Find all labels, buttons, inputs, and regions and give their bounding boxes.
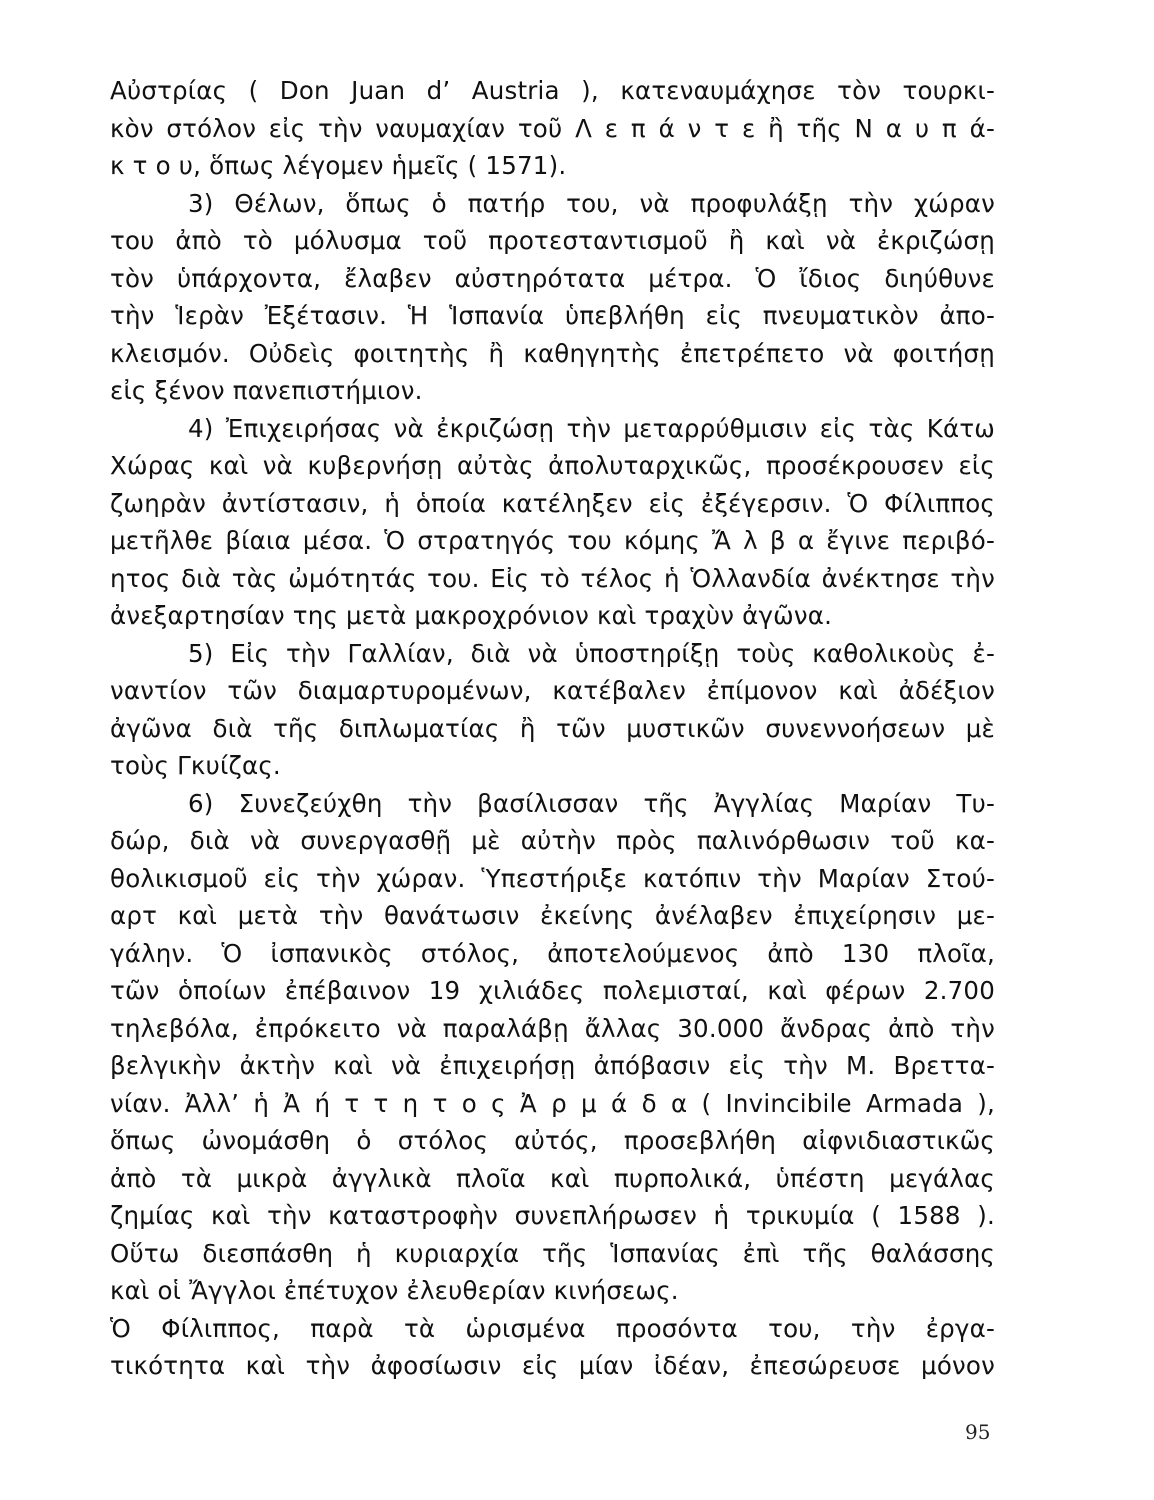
text-line: νίαν. Ἀλλ’ ἡ Ἀ ή τ τ η τ ο ς Ἀ ρ μ ά δ α ( Invincibile Armada ), <box>110 1088 995 1118</box>
text-line: ναντίον τῶν διαμαρτυρομένων, κατέβαλεν ἐπίμονον καὶ ἀδέξιον <box>110 676 995 705</box>
text-line: γάλην. Ὁ ἰσπανικὸς στόλος, ἀποτελούμενος ἀπὸ 130 πλοῖα, <box>110 938 995 968</box>
page-number: 95 <box>965 1420 991 1444</box>
text-line: τοὺς Γκυίζας. <box>110 751 281 780</box>
text-line: τὸν ὑπάρχοντα, ἔλαβεν αὐστηρότατα μέτρα. Ὁ ἴδιος διηύθυνε <box>110 263 995 293</box>
text-line: θολικισμοῦ εἰς τὴν χώραν. Ὑπεστήριξε κατόπιν τὴν Μαρίαν Στού- <box>110 863 995 893</box>
text-line: ἀγῶνα διὰ τῆς διπλωματίας ἢ τῶν μυστικῶν συνεννοήσεων μὲ <box>110 713 995 743</box>
paragraph-6-start: 6) Συνεζεύχθη τὴν βασίλισσαν τῆς Ἀγγλίας Μαρίαν Τυ- <box>188 788 995 818</box>
text-line: ὅπως ὠνομάσθη ὁ στόλος αὐτός, προσεβλήθη αἰφνιδιαστικῶς <box>110 1126 995 1155</box>
body-text <box>110 72 995 1385</box>
text-line: αρτ καὶ μετὰ τὴν θανάτωσιν ἐκείνης ἀνέλαβεν ἐπιχείρησιν με- <box>110 901 995 930</box>
text-line: ητος διὰ τὰς ὠμότητάς του. Εἰς τὸ τέλος ἡ Ὁλλανδία ἀνέκτησε τὴν <box>110 563 995 593</box>
text-line: κλεισμόν. Οὐδεὶς φοιτητὴς ἢ καθηγητὴς ἐπετρέπετο νὰ φοιτήσῃ <box>110 338 995 368</box>
text-line: καὶ οἱ Ἄγγλοι ἐπέτυχον ἐλευθερίαν κινήσεως. <box>110 1276 679 1305</box>
text-line: Χώρας καὶ νὰ κυβερνήσῃ αὐτὰς ἀπολυταρχικῶς, προσέκρουσεν εἰς <box>110 451 995 480</box>
text-line: ἀπὸ τὰ μικρὰ ἀγγλικὰ πλοῖα καὶ πυρπολικά, ὑπέστη μεγάλας <box>110 1163 995 1193</box>
text-line: μετῆλθε βίαια μέσα. Ὁ στρατηγός του κόμης Ἄ λ β α ἔγινε περιβό- <box>110 526 995 555</box>
text-line: βελγικὴν ἀκτὴν καὶ νὰ ἐπιχειρήσῃ ἀπόβασιν εἰς τὴν Μ. Βρεττα- <box>110 1051 995 1080</box>
text-line: τὴν Ἱερὰν Ἐξέτασιν. Ἡ Ἱσπανία ὑπεβλήθη εἰς πνευματικὸν ἀπο- <box>110 301 995 330</box>
paragraph-4-start: 4) Ἐπιχειρήσας νὰ ἐκριζώσῃ τὴν μεταρρύθμισιν εἰς τὰς Κάτω <box>188 413 995 443</box>
text-line: τηλεβόλα, ἐπρόκειτο νὰ παραλάβῃ ἄλλας 30.000 ἄνδρας ἀπὸ τὴν <box>110 1013 995 1043</box>
text-line: εἰς ξένον πανεπιστήμιον. <box>110 376 423 405</box>
text-line: ζημίας καὶ τὴν καταστροφὴν συνεπλήρωσεν ἡ τρικυμία ( 1588 ). <box>110 1201 995 1230</box>
text-line: Αὐστρίας ( Don Juan d’ Austria ), κατεναυμάχησε τὸν τουρκι- <box>110 76 995 105</box>
text-line: ζωηρὰν ἀντίστασιν, ἡ ὁποία κατέληξεν εἰς ἐξέγερσιν. Ὁ Φίλιππος <box>110 488 995 518</box>
text-line: τικότητα καὶ τὴν ἀφοσίωσιν εἰς μίαν ἰδέαν, ἐπεσώρευσε μόνον <box>110 1351 995 1380</box>
text-line: Οὕτω διεσπάσθη ἡ κυριαρχία τῆς Ἱσπανίας ἐπὶ τῆς θαλάσσης <box>110 1238 995 1268</box>
paragraph-5-start: 5) Εἰς τὴν Γαλλίαν, διὰ νὰ ὑποστηρίξῃ τοὺς καθολικοὺς ἐ- <box>188 638 995 668</box>
text-line: δώρ, διὰ νὰ συνεργασθῇ μὲ αὐτὴν πρὸς παλινόρθωσιν τοῦ κα- <box>110 826 995 855</box>
text-line: του ἀπὸ τὸ μόλυσμα τοῦ προτεσταντισμοῦ ἢ καὶ νὰ ἐκριζώσῃ <box>110 226 995 255</box>
final-paragraph-start: Ὁ Φίλιππος, παρὰ τὰ ὡρισμένα προσόντα του, τὴν ἐργα- <box>110 1313 995 1343</box>
text-line: ἀνεξαρτησίαν της μετὰ μακροχρόνιον καὶ τραχὺν ἀγῶνα. <box>110 601 833 630</box>
paragraph-3-start: 3) Θέλων, ὅπως ὁ πατήρ του, νὰ προφυλάξῃ τὴν χώραν <box>188 188 995 218</box>
text-line: κ τ ο υ, ὅπως λέγομεν ἡμεῖς ( 1571). <box>110 151 567 180</box>
text-line: τῶν ὁποίων ἐπέβαινον 19 χιλιάδες πολεμισταί, καὶ φέρων 2.700 <box>110 976 995 1005</box>
text-line: κὸν στόλον εἰς τὴν ναυμαχίαν τοῦ Λ ε π ά ν τ ε ἢ τῆς Ν α υ π ά- <box>110 113 995 143</box>
